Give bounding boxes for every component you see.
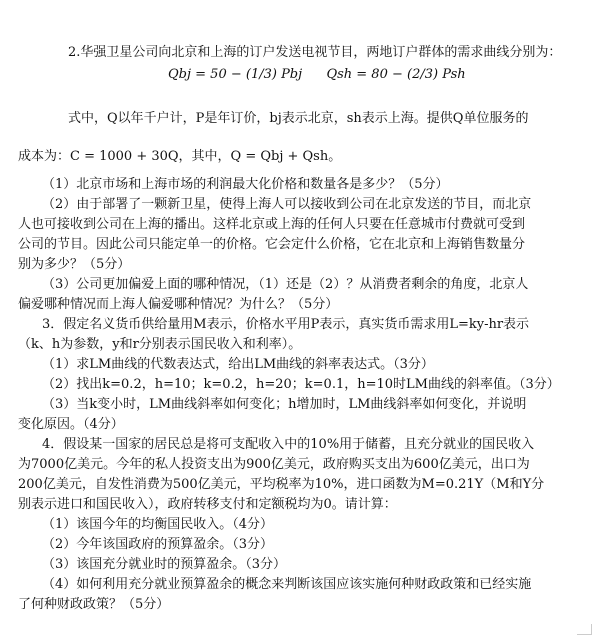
q2-sub3-line1: （3）公司更加偏爱上面的哪种情况，（1）还是（2）？从消费者剩余的角度，北京人 (42, 277, 529, 292)
q2-sub2-line2: 人也可接收到公司在上海的播出。这样北京或上海的任何人只要在任意城市付费就可受到 (18, 217, 526, 232)
q3-sub1: （1）求LM曲线的代数表达式，给出LM曲线的斜率表达式。（3分） (42, 357, 434, 372)
demand-equations (168, 66, 466, 84)
q2-sub2-line3: 公司的节目。因此公司只能定单一的价格。它会定什么价格，它在北京和上海销售数量分 (18, 237, 526, 252)
q2-sub2-line1: （2）由于部署了一颗新卫星，使得上海人可以接收到公司在北京发送的节目，而北京 (42, 197, 532, 212)
q3-sub3-line2: 变化原因。（4分） (18, 417, 124, 432)
q2-cost-line: 成本为：C = 1000 + 30Q，其中，Q = Qbj + Qsh。 (18, 149, 342, 164)
q4-line1: 4．假设某一国家的居民总是将可支配收入中的10%用于储蓄，且充分就业的国民收入 (42, 437, 535, 452)
q2-intro: 2.华强卫星公司向北京和上海的订户发送电视节目，两地订户群体的需求曲线分别为： (68, 45, 562, 60)
q2-sub2-line4: 别为多少？（5分） (18, 257, 131, 272)
q4-line3: 200亿美元，自发性消费为500亿美元，平均税率为10%，进口函数为M=0.21Y（M和Y分 (18, 477, 545, 492)
q4-sub4-line2: 了何种财政政策？（5分） (18, 597, 170, 612)
q4-sub1: （1）该国今年的均衡国民收入。（4分） (42, 517, 274, 532)
page-corner-mark (577, 624, 592, 635)
equation-shanghai: Qsh = 80 − (2/3) Psh (326, 67, 466, 82)
q2-sub1: （1）北京市场和上海市场的利润最大化价格和数量各是多少？（5分） (42, 177, 449, 192)
equation-beijing: Qbj = 50 − (1/3) Pbj (168, 67, 303, 82)
q4-sub3: （3）该国充分就业时的预算盈余。（3分） (42, 557, 287, 572)
q4-sub4-line1: （4）如何利用充分就业预算盈余的概念来判断该国应该实施何种财政政策和已经实施 (42, 577, 532, 592)
q4-line2: 为7000亿美元。今年的私人投资支出为900亿美元，政府购买支出为600亿美元，出口为 (18, 457, 530, 472)
q3-sub3-line1: （3）当k变小时，LM曲线斜率如何变化；h增加时，LM曲线斜率如何变化，并说明 (42, 397, 527, 412)
q2-sub3-line2: 偏爱哪种情况而上海人偏爱哪种情况？为什么？（5分） (18, 297, 339, 312)
q3-line1: 3．假定名义货币供给量用M表示，价格水平用P表示，真实货币需求用L=ky-hr表示 (42, 317, 530, 332)
q3-sub2: （2）找出k=0.2，h=10；k=0.2，h=20；k=0.1，h=10时LM曲线的斜率值。（3分） (42, 377, 560, 392)
q4-line4: 别表示进口和国民收入），政府转移支付和定额税均为0。请计算： (18, 497, 397, 512)
q3-line2: （k、h为参数，y和r分别表示国民收入和利率）。 (18, 337, 302, 352)
q2-definition-line: 式中，Q以年千户计，P是年订价，bj表示北京，sh表示上海。提供Q单位服务的 (68, 111, 529, 126)
q4-sub2: （2）今年该国政府的预算盈余。（3分） (42, 537, 274, 552)
